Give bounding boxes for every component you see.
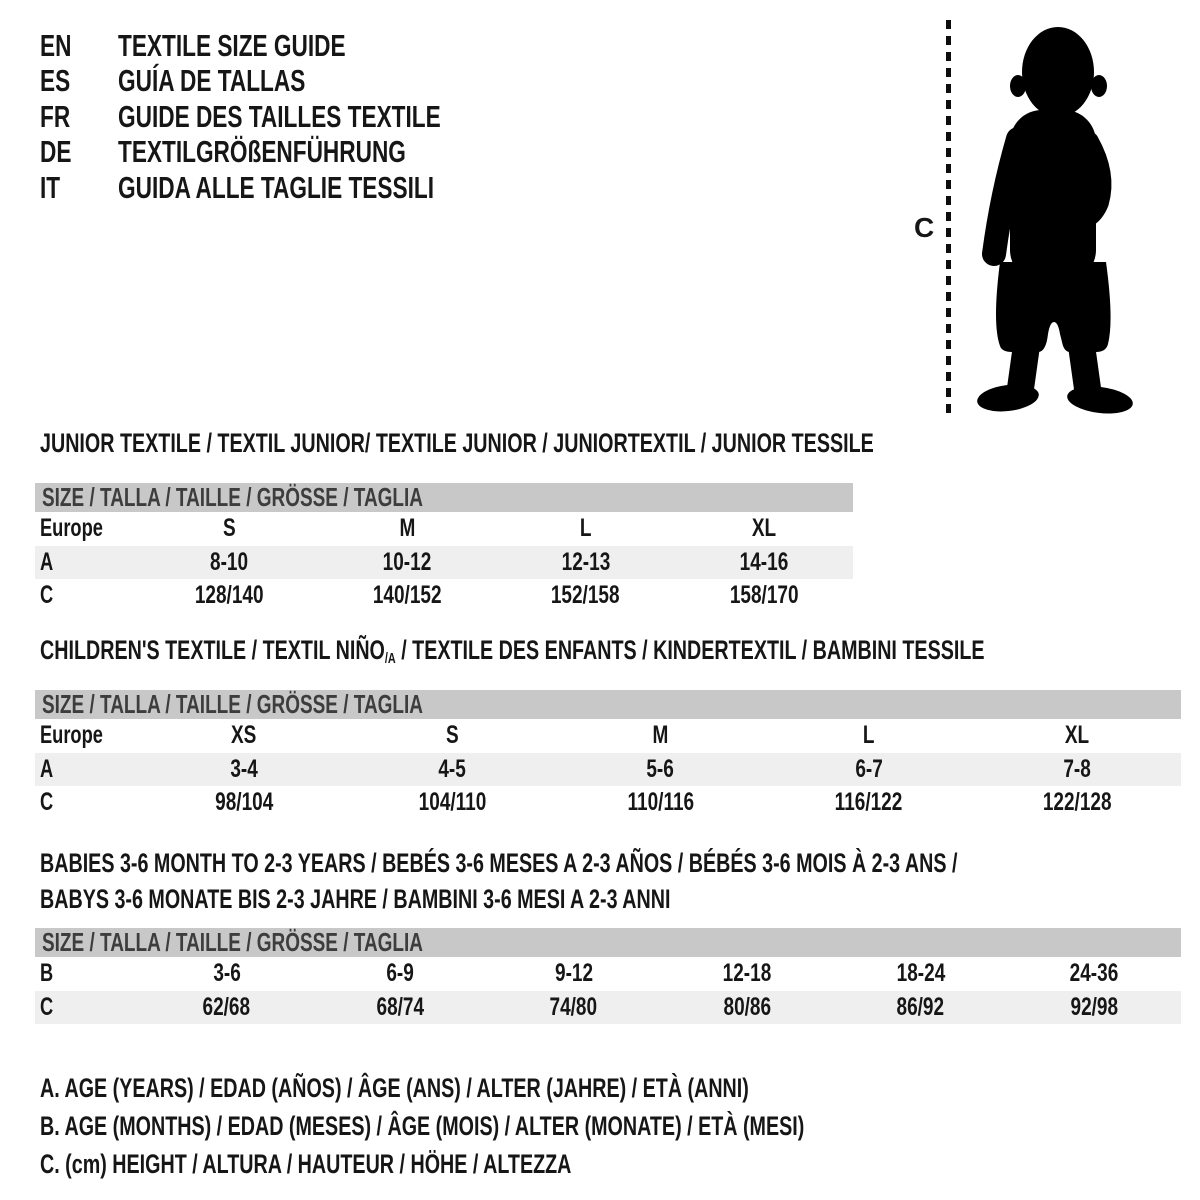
size-header-bar: SIZE / TALLA / TAILLE / GRÖSSE / TAGLIA	[35, 483, 853, 512]
lang-row-de	[40, 135, 560, 171]
legend-note-a: A. AGE (YEARS) / EDAD (AÑOS) / ÂGE (ANS) / ALTER (JAHRE) / ETÀ (ANNI)	[40, 1073, 749, 1103]
table-row	[35, 512, 853, 546]
row-label: Europe	[40, 721, 103, 750]
size-value: 8-10	[210, 547, 249, 576]
legend-note-c: C. (cm) HEIGHT / ALTURA / HAUTEUR / HÖHE / ALTEZZA	[40, 1149, 572, 1179]
lang-row-fr	[40, 99, 560, 135]
table-row	[35, 546, 853, 580]
size-value: 14-16	[739, 547, 789, 576]
size-value: 116/122	[834, 788, 903, 817]
size-value: 158/170	[729, 581, 799, 610]
size-value: 110/116	[627, 788, 694, 817]
size-value: 86/92	[896, 992, 945, 1021]
size-value: 3-4	[230, 754, 258, 783]
size-value: 4-5	[438, 754, 467, 783]
lang-title-it: GUIDA ALLE TAGLIE TESSILI	[118, 169, 434, 205]
lang-code-it: IT	[40, 169, 61, 205]
size-value: 80/86	[723, 992, 772, 1021]
table-row	[35, 579, 853, 613]
lang-code-es: ES	[40, 63, 71, 99]
lang-code-fr: FR	[40, 98, 71, 134]
size-value: 12-18	[722, 959, 772, 988]
babies-section-heading: BABIES 3-6 MONTH TO 2-3 YEARS / BEBÉS 3-6 MESES A 2-3 AÑOS / BÉBÉS 3-6 MOIS À 2-3 ANS / BABYS 3-6 MONATE BIS 2-3 JAHRE / BAMBINI 3-6 MESI A 2-3 ANNI	[40, 848, 958, 914]
junior-section-heading: JUNIOR TEXTILE / TEXTIL JUNIOR/ TEXTILE JUNIOR / JUNIORTEXTIL / JUNIOR TESSILE	[40, 428, 874, 458]
height-measure-dashed-line	[946, 20, 951, 418]
lang-title-en: TEXTILE SIZE GUIDE	[118, 27, 346, 63]
size-value: 10-12	[383, 547, 432, 576]
size-value: 122/128	[1042, 788, 1112, 817]
row-label: C	[40, 581, 54, 610]
lang-row-en	[40, 28, 560, 64]
size-value: 104/110	[418, 788, 487, 817]
size-header-bar: SIZE / TALLA / TAILLE / GRÖSSE / TAGLIA	[35, 928, 1181, 957]
size-value: 5-6	[646, 754, 675, 783]
size-value: XS	[231, 721, 257, 750]
row-label: A	[40, 754, 54, 783]
lang-title-es: GUÍA DE TALLAS	[118, 63, 306, 99]
size-value: S	[445, 721, 459, 750]
size-value: L	[862, 721, 875, 750]
size-header-bar: SIZE / TALLA / TAILLE / GRÖSSE / TAGLIA	[35, 690, 1181, 719]
size-value: 98/104	[215, 788, 274, 817]
legend-notes	[40, 1069, 1087, 1183]
row-label: A	[40, 547, 54, 576]
children-section-heading: CHILDREN'S TEXTILE / TEXTIL $NIÑO_{/A}$ / TEXTILE DES ENFANTS / KINDERTEXTIL / BAMBINI TESSILE	[40, 635, 985, 668]
size-value: 128/140	[194, 581, 264, 610]
lang-title-fr: GUIDE DES TAILLES TEXTILE	[118, 98, 441, 134]
row-label: C	[40, 788, 54, 817]
size-value: 68/74	[376, 992, 425, 1021]
size-value: 152/158	[551, 581, 620, 610]
table-row	[35, 753, 1181, 787]
size-value: 62/68	[202, 992, 251, 1021]
height-measure-label: C	[914, 212, 935, 243]
size-value: XL	[751, 514, 777, 543]
size-value: 9-12	[554, 959, 593, 988]
row-label: B	[40, 959, 54, 988]
size-value: 74/80	[549, 992, 598, 1021]
babies-size-table	[35, 928, 1181, 1024]
lang-title-de: TEXTILGRÖßENFÜHRUNG	[118, 134, 406, 170]
size-value: M	[652, 721, 669, 750]
size-value: 18-24	[896, 959, 946, 988]
size-value: L	[579, 514, 592, 543]
language-header	[40, 28, 560, 206]
table-row	[35, 991, 1181, 1025]
size-value: 92/98	[1070, 992, 1119, 1021]
size-value: 24-36	[1069, 959, 1119, 988]
size-value: 6-9	[386, 959, 414, 988]
table-row	[35, 786, 1181, 820]
children-size-table	[35, 690, 1181, 820]
size-value: 7-8	[1063, 754, 1091, 783]
size-value: 6-7	[854, 754, 883, 783]
table-row	[35, 719, 1181, 753]
size-value: 12-13	[561, 547, 610, 576]
size-value: M	[399, 514, 416, 543]
toddler-silhouette-image	[966, 24, 1141, 419]
row-label: C	[40, 992, 54, 1021]
size-value: S	[222, 514, 236, 543]
size-value: 3-6	[213, 959, 241, 988]
table-row	[35, 957, 1181, 991]
lang-code-de: DE	[40, 134, 72, 170]
lang-row-es	[40, 64, 560, 100]
size-value: 140/152	[373, 581, 442, 610]
row-label: Europe	[40, 514, 103, 543]
legend-note-b: B. AGE (MONTHS) / EDAD (MESES) / ÂGE (MOIS) / ALTER (MONATE) / ETÀ (MESI)	[40, 1111, 805, 1141]
lang-code-en: EN	[40, 27, 72, 63]
size-value: XL	[1064, 721, 1090, 750]
junior-size-table	[35, 483, 853, 613]
lang-row-it	[40, 170, 560, 206]
